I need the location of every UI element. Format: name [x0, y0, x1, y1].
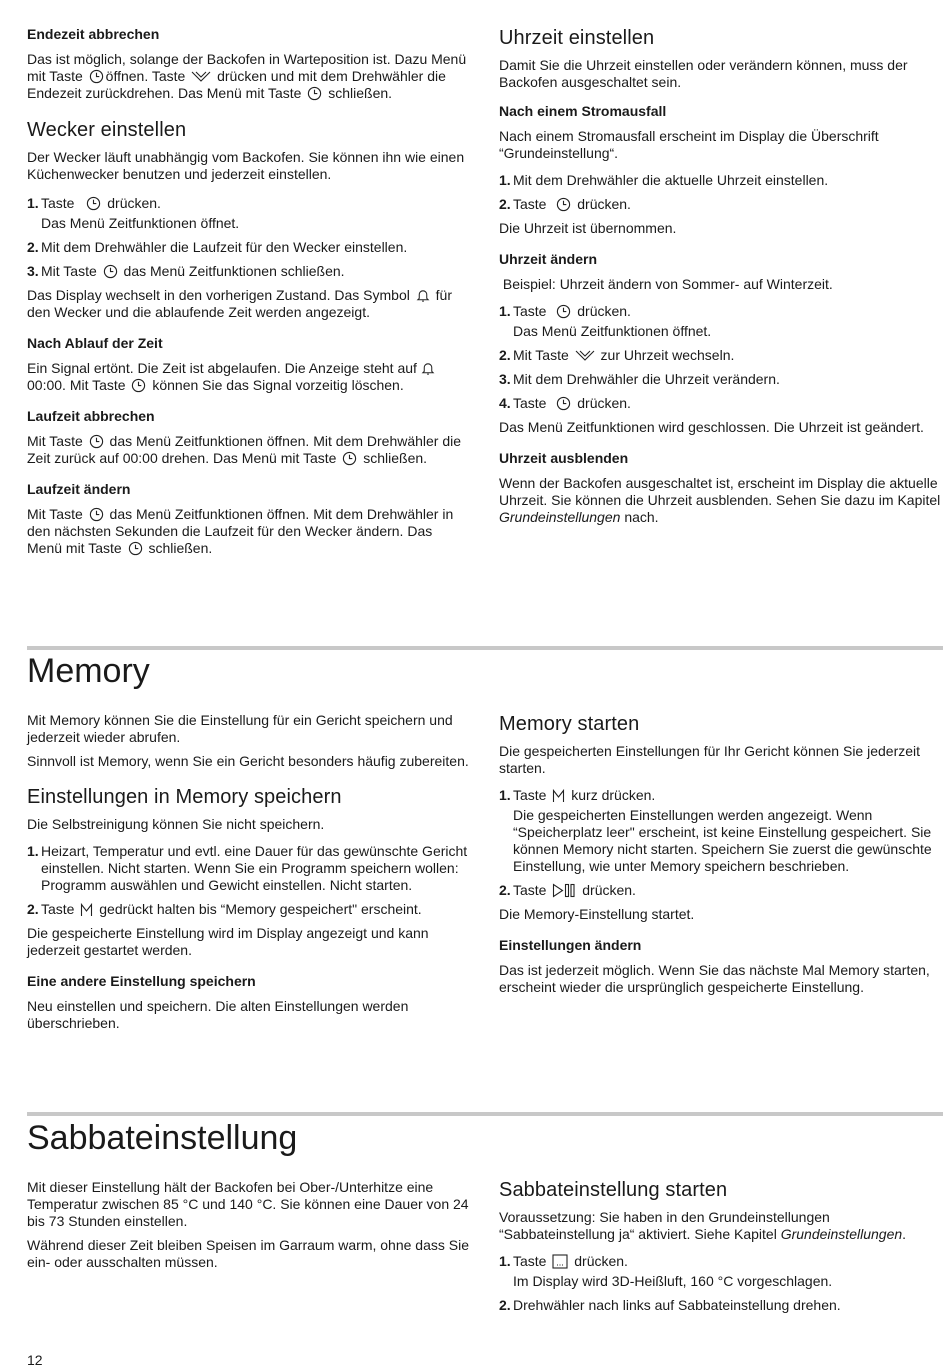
step-number: 1. — [499, 1253, 511, 1269]
memory-step-2 — [27, 901, 469, 918]
step-text: zur Uhrzeit wechseln. — [600, 347, 735, 363]
step-number: 1. — [27, 195, 39, 211]
memory-start-step-1-result: Die gespeicherten Einstellungen werden angezeigt. Wenn “Speicherplatz leer" erscheint, ist keine Einstellung gespeichert. Sie können Memory nicht starten. Speichern Sie zuerst die gewünschte Einstellung, wie unter Memory speichern beschrieben. — [513, 807, 932, 874]
step-number: 2. — [27, 239, 39, 255]
clock-icon — [103, 264, 118, 279]
sabbat-col2 — [499, 1178, 941, 1321]
display-text-b: für den Wecker und die ablaufende Zeit werden angezeigt. — [27, 287, 452, 320]
memory-startet-text: Die Memory-Einstellung startet. — [499, 906, 695, 922]
step-text: Taste — [41, 195, 75, 211]
heading-sabbateinstellung: Sabbateinstellung — [27, 1119, 298, 1157]
aendern-step-1-result: Das Menü Zeitfunktionen öffnet. — [513, 323, 712, 339]
step-number: 1. — [499, 172, 511, 188]
step-number: 1. — [499, 787, 511, 803]
sabbat-voraussetzung — [499, 1209, 941, 1243]
sabbat-intro-1: Mit dieser Einstellung hält der Backofen bei Ober-/Unterhitze eine Temperatur zwischen 85 °C und 140 °C. Sie können eine Dauer von 24 bis 73 Stunden einstellen. — [27, 1179, 469, 1229]
clock-icon — [556, 396, 571, 411]
col2-top — [499, 26, 941, 533]
heading-andere-einstellung: Eine andere Einstellung speichern — [27, 973, 256, 989]
memory-icon — [80, 903, 93, 917]
sabbat-step-1 — [499, 1253, 941, 1270]
step-number: 2. — [499, 1297, 511, 1313]
section-divider — [27, 646, 943, 650]
step-text: Taste — [513, 882, 547, 898]
step-text: Taste — [513, 1253, 547, 1269]
clock-icon — [128, 541, 143, 556]
wecker-step-1 — [27, 195, 469, 212]
step-text: gedrückt halten bis “Memory gespeichert" erscheint. — [99, 901, 422, 917]
heading-memory: Memory — [27, 652, 150, 690]
ablauf-text — [27, 360, 469, 394]
step-text: Mit Taste — [513, 347, 569, 363]
ausblenden-text-a: Wenn der Backofen ausgeschaltet ist, erscheint im Display die aktuelle Uhrzeit. Sie können die Uhrzeit ausblenden. Sehen Sie dazu im Kapitel — [499, 475, 941, 508]
display-text-a: Das Display wechselt in den vorherigen Zustand. Das Symbol — [27, 287, 410, 303]
step-number: 3. — [499, 371, 511, 387]
step-number: 3. — [27, 263, 39, 279]
heading-uhrzeit-ausblenden: Uhrzeit ausblenden — [499, 450, 629, 466]
col1-top — [27, 26, 469, 564]
laufzeit-aendern-c: schließen. — [148, 540, 213, 556]
step-text: drücken. — [107, 195, 161, 211]
step-text: drücken. — [577, 395, 631, 411]
ausblenden-text — [499, 475, 941, 526]
heading-laufzeit-aendern: Laufzeit ändern — [27, 481, 131, 497]
strom-step-1 — [499, 172, 941, 189]
step-number: 1. — [499, 303, 511, 319]
step-text: drücken. — [574, 1253, 628, 1269]
beispiel-text: Beispiel: Uhrzeit ändern von Sommer- auf Winterzeit. — [499, 276, 833, 292]
memory-start-step-1 — [499, 787, 941, 804]
heading-sabbat-starten: Sabbateinstellung starten — [499, 1179, 728, 1201]
clock-icon — [131, 378, 146, 393]
heading-ablauf: Nach Ablauf der Zeit — [27, 335, 163, 351]
heading-laufzeit-abbrechen: Laufzeit abbrechen — [27, 408, 155, 424]
section-divider — [27, 1112, 943, 1116]
geschlossen-text: Das Menü Zeitfunktionen wird geschlossen. Die Uhrzeit ist geändert. — [499, 419, 924, 435]
endezeit-text-d: schließen. — [328, 85, 393, 101]
step-text: Heizart, Temperatur und evtl. eine Dauer für das gewünschte Gericht einstellen. Nicht starten. Wenn Sie ein Programm speichern wollen: Programm auswählen und Gewicht einstellen. Nicht starten. — [41, 843, 468, 893]
sabbat-step-2 — [499, 1297, 941, 1314]
step-number: 2. — [499, 347, 511, 363]
step-text: Taste — [513, 787, 547, 803]
bell-icon — [416, 288, 430, 303]
aendern-step-3 — [499, 371, 941, 388]
clock-icon — [86, 196, 101, 211]
endezeit-text-a: Das ist möglich, solange der Backofen in Warteposition ist. Dazu Menü mit Taste — [27, 51, 467, 84]
laufzeit-aendern-text — [27, 506, 469, 557]
stromausfall-text: Nach einem Stromausfall erscheint im Display die Überschrift “Grundeinstellung“. — [499, 128, 879, 161]
step-text: Taste — [41, 901, 75, 917]
step-text: drücken. — [582, 882, 636, 898]
wecker-step-3 — [27, 263, 469, 280]
heading-einstellungen-aendern: Einstellungen ändern — [499, 937, 642, 953]
step-text: Mit dem Drehwähler die Uhrzeit verändern. — [513, 371, 780, 387]
play-pause-icon — [552, 883, 576, 898]
step-text: Mit dem Drehwähler die Laufzeit für den Wecker einstellen. — [41, 239, 408, 255]
voraussetzung-text-a: Voraussetzung: Sie haben in den Grundeinstellungen “Sabbateinstellung ja“ aktiviert. Siehe Kapitel — [499, 1209, 830, 1242]
display-text — [27, 287, 469, 321]
step-number: 1. — [27, 843, 39, 859]
memory-intro-2: Sinnvoll ist Memory, wenn Sie ein Gericht besonders häufig zubereiten. — [27, 753, 469, 769]
aendern-step-4 — [499, 395, 941, 412]
clock-icon — [89, 434, 104, 449]
step-number: 2. — [499, 196, 511, 212]
wecker-step-1-result: Das Menü Zeitfunktionen öffnet. — [41, 215, 240, 231]
chevron-down-icon — [191, 70, 211, 84]
heading-endezeit: Endezeit abbrechen — [27, 26, 160, 42]
endezeit-text-c: drücken und mit dem Drehwähler die Endezeit zurückdrehen. Das Menü mit Taste — [27, 68, 446, 101]
memory-speichern-text: Die Selbstreinigung können Sie nicht speichern. — [27, 816, 325, 832]
step-number: 2. — [27, 901, 39, 917]
step-text: Mit Taste — [41, 263, 97, 279]
memory-gespeichert-text: Die gespeicherte Einstellung wird im Display angezeigt und kann jederzeit gestartet werden. — [27, 925, 429, 958]
andere-einstellung-text: Neu einstellen und speichern. Die alten Einstellungen werden überschrieben. — [27, 998, 409, 1031]
clock-icon — [307, 86, 322, 101]
uhrzeit-intro: Damit Sie die Uhrzeit einstellen oder verändern können, muss der Backofen ausgeschaltet sein. — [499, 57, 908, 90]
aendern-step-2 — [499, 347, 941, 364]
wecker-step-2 — [27, 239, 469, 256]
ausblenden-text-b: nach. — [624, 509, 659, 525]
step-text: Taste — [513, 196, 547, 212]
memory-icon — [552, 789, 565, 803]
clock-icon — [556, 304, 571, 319]
memory-step-1 — [27, 843, 469, 894]
clock-icon — [556, 197, 571, 212]
endezeit-text-b: öffnen. Taste — [105, 68, 186, 84]
memory-col2 — [499, 712, 941, 1003]
step-number: 2. — [499, 882, 511, 898]
laufzeit-abbrechen-a: Mit Taste — [27, 433, 83, 449]
chevron-down-icon — [575, 349, 595, 363]
step-text: kurz drücken. — [571, 787, 656, 803]
step-text: Taste — [513, 395, 547, 411]
sabbat-intro-2: Während dieser Zeit bleiben Speisen im Garraum warm, ohne dass Sie ein- oder ausschalten müssen. — [27, 1237, 469, 1270]
memory-start-step-2 — [499, 882, 941, 899]
aendern-step-1 — [499, 303, 941, 320]
heading-stromausfall: Nach einem Stromausfall — [499, 103, 667, 119]
memory-starten-text: Die gespeicherten Einstellungen für Ihr Gericht können Sie jederzeit starten. — [499, 743, 921, 776]
heading-uhrzeit: Uhrzeit einstellen — [499, 27, 655, 49]
chapter-reference: Grundeinstellungen — [780, 1226, 903, 1242]
step-number: 4. — [499, 395, 511, 411]
clock-icon — [342, 451, 357, 466]
heading-memory-speichern: Einstellungen in Memory speichern — [27, 786, 342, 808]
einstellungen-aendern-text: Das ist jederzeit möglich. Wenn Sie das nächste Mal Memory starten, erscheint wieder die ursprünglich gespeicherte Einstellung. — [499, 962, 930, 995]
chapter-reference: Grundeinstellungen — [499, 509, 621, 525]
strom-step-2 — [499, 196, 941, 213]
ablauf-text-b: 00:00. Mit Taste — [27, 377, 126, 393]
clock-icon — [89, 69, 104, 84]
oven-mode-icon — [552, 1254, 568, 1269]
laufzeit-abbrechen-c: schließen. — [363, 450, 428, 466]
step-text: das Menü Zeitfunktionen schließen. — [123, 263, 345, 279]
heading-uhrzeit-aendern: Uhrzeit ändern — [499, 251, 598, 267]
step-text: drücken. — [577, 196, 631, 212]
voraussetzung-text-b: . — [902, 1226, 907, 1242]
endezeit-text — [27, 51, 469, 102]
step-text: Taste — [513, 303, 547, 319]
laufzeit-abbrechen-text — [27, 433, 469, 467]
heading-wecker: Wecker einstellen — [27, 119, 187, 141]
memory-col1 — [27, 712, 469, 1039]
page-number: 12 — [27, 1352, 43, 1368]
sabbat-step-1-result: Im Display wird 3D-Heißluft, 160 °C vorgeschlagen. — [513, 1273, 833, 1289]
step-text: drücken. — [577, 303, 631, 319]
heading-memory-starten: Memory starten — [499, 713, 640, 735]
sabbat-col1 — [27, 1179, 469, 1278]
step-text: Mit dem Drehwähler die aktuelle Uhrzeit einstellen. — [513, 172, 829, 188]
ablauf-text-a: Ein Signal ertönt. Die Zeit ist abgelaufen. Die Anzeige steht auf — [27, 360, 417, 376]
clock-icon — [89, 507, 104, 522]
step-text: Drehwähler nach links auf Sabbateinstellung drehen. — [513, 1297, 841, 1313]
wecker-intro: Der Wecker läuft unabhängig vom Backofen. Sie können ihn wie einen Küchenwecker benutzen und jederzeit einstellen. — [27, 149, 465, 182]
memory-intro-1: Mit Memory können Sie die Einstellung für ein Gericht speichern und jederzeit wieder abrufen. — [27, 712, 453, 745]
bell-icon — [421, 361, 435, 376]
uebernommen-text: Die Uhrzeit ist übernommen. — [499, 220, 677, 236]
laufzeit-aendern-b: das Menü Zeitfunktionen öffnen. Mit dem Drehwähler in den nächsten Sekunden die Laufzeit für den Wecker ändern. Das Menü mit Taste — [27, 506, 454, 556]
laufzeit-aendern-a: Mit Taste — [27, 506, 83, 522]
laufzeit-abbrechen-b: das Menü Zeitfunktionen öffnen. Mit dem Drehwähler die Zeit zurück auf 00:00 drehen. Das Menü mit Taste — [27, 433, 462, 466]
ablauf-text-c: können Sie das Signal vorzeitig löschen. — [152, 377, 404, 393]
